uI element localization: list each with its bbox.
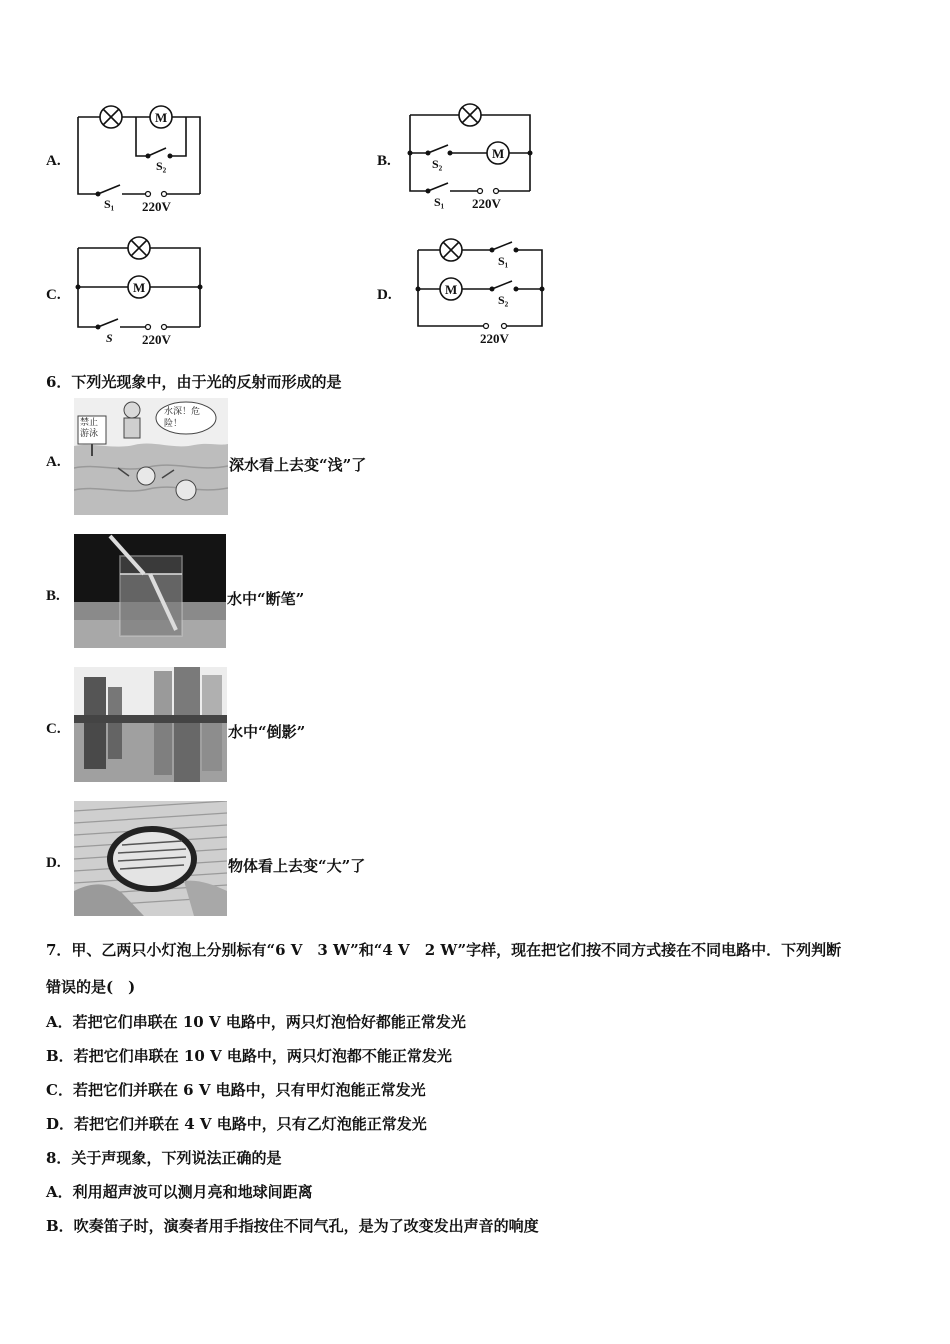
motor-label: M — [445, 282, 458, 297]
q6-option-a-letter: A. — [46, 454, 61, 470]
q8-option-a: A．利用超声波可以测月亮和地球间距离 — [46, 1183, 313, 1201]
q6-option-d-letter: D. — [46, 855, 61, 871]
switch-s2-label: S₂ — [156, 159, 167, 173]
voltage-label: 220V — [472, 196, 501, 211]
q7-option-d: D．若把它们并联在 4 V 电路中，只有乙灯泡能正常发光 — [46, 1115, 427, 1133]
q6-option-c-text: 水中“倒影” — [228, 723, 306, 741]
circuit-diagram-b — [400, 98, 540, 213]
q7-option-c: C．若把它们并联在 6 V 电路中，只有甲灯泡能正常发光 — [46, 1081, 426, 1099]
water-reflection-image — [74, 667, 227, 782]
q7-option-b: B．若把它们串联在 10 V 电路中，两只灯泡都不能正常发光 — [46, 1047, 452, 1065]
voltage-label: 220V — [142, 199, 171, 214]
q7-stem-line1: 7．甲、乙两只小灯泡上分别标有“6 V 3 W”和“4 V 2 W”字样，现在把它们按不同方式接在不同电路中．下列判断 — [46, 941, 842, 959]
q6-stem: 6．下列光现象中，由于光的反射而形成的是 — [46, 373, 342, 391]
speech-bubble-text: 水深！危险！ — [164, 407, 201, 429]
switch-s1-label: S₁ — [498, 254, 509, 268]
voltage-label: 220V — [142, 332, 171, 347]
q8-option-b: B．吹奏笛子时，演奏者用手指按住不同气孔，是为了改变发出声音的响度 — [46, 1217, 539, 1235]
q8-stem: 8．关于声现象，下列说法正确的是 — [46, 1149, 282, 1167]
swimming-danger-image — [74, 398, 228, 515]
q6-option-d-text: 物体看上去变“大”了 — [228, 857, 366, 875]
switch-s1-label: S₁ — [104, 197, 115, 211]
switch-s2-label: S₂ — [432, 157, 443, 171]
no-swimming-sign: 禁止游泳 — [80, 418, 99, 439]
motor-label: M — [155, 110, 168, 125]
circuit-diagram-a — [70, 100, 210, 215]
q7-option-a: A．若把它们串联在 10 V 电路中，两只灯泡恰好都能正常发光 — [46, 1013, 466, 1031]
q6-option-b-letter: B. — [46, 588, 60, 604]
broken-pencil-image — [74, 534, 226, 648]
q6-option-c-letter: C. — [46, 721, 61, 737]
q6-option-a-text: 深水看上去变“浅”了 — [229, 456, 367, 474]
q7-stem-line2: 错误的是( ) — [46, 978, 136, 996]
motor-label: M — [492, 146, 505, 161]
switch-s-label: S — [106, 331, 113, 345]
voltage-label: 220V — [480, 331, 509, 346]
q5-option-c-letter: C. — [46, 287, 61, 303]
q6-option-b-text: 水中“断笔” — [227, 590, 305, 608]
circuit-diagram-d — [408, 232, 548, 347]
motor-label: M — [133, 280, 146, 295]
q5-option-b-letter: B. — [377, 153, 391, 169]
circuit-diagram-c — [70, 232, 210, 347]
switch-s1-label: S₁ — [434, 195, 445, 209]
switch-s2-label: S₂ — [498, 293, 509, 307]
q5-option-a-letter: A. — [46, 153, 61, 169]
magnifying-glass-image — [74, 801, 227, 916]
q5-option-d-letter: D. — [377, 287, 392, 303]
